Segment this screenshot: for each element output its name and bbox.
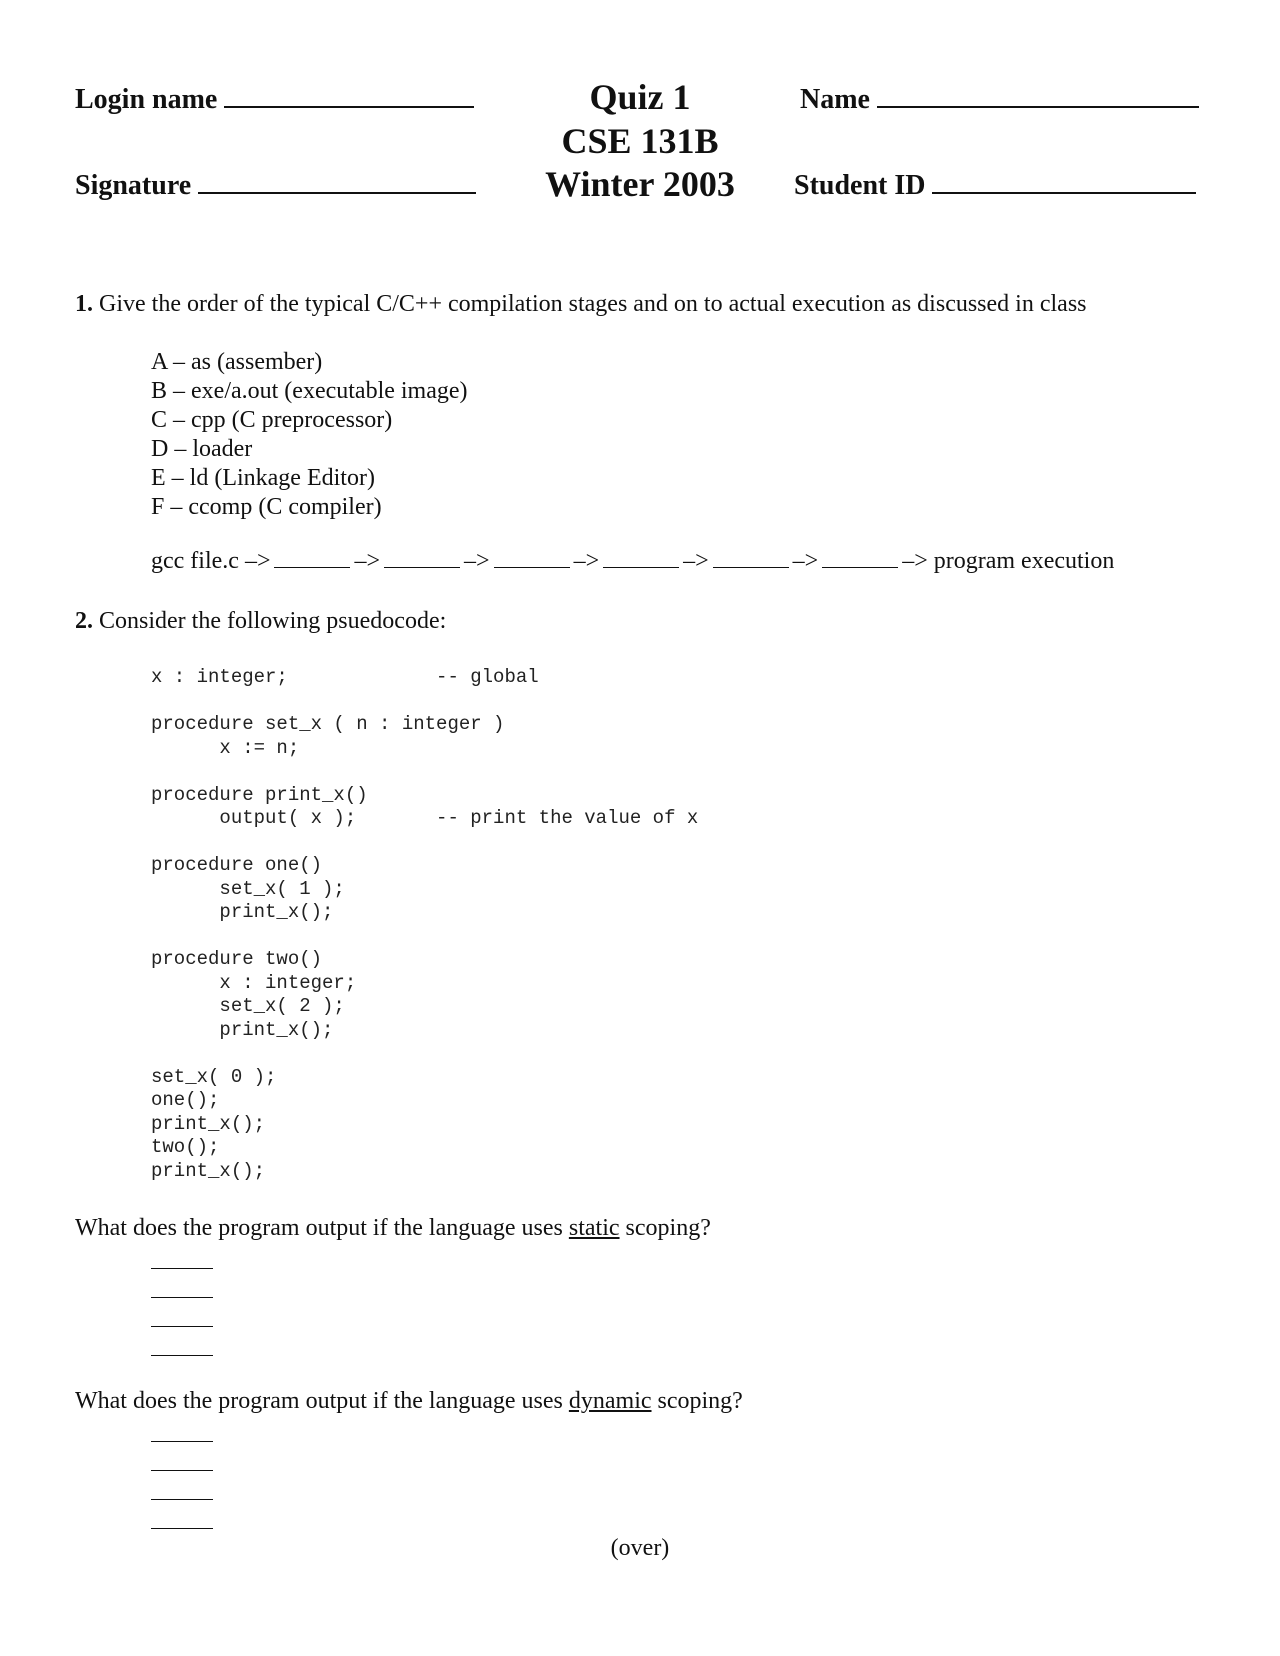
- student-id-field: [794, 170, 1196, 202]
- static-answer-line-4: [151, 1355, 213, 1356]
- option-d: D – loader: [151, 436, 253, 462]
- option-f: F – ccomp (C compiler): [151, 494, 382, 520]
- student-id-label: Student ID: [794, 170, 926, 201]
- quiz-title: Quiz 1: [589, 77, 691, 117]
- static-question-prefix: What does the program output if the language uses: [75, 1215, 569, 1241]
- login-name-label: Login name: [75, 84, 218, 115]
- question-2-text: Consider the following psuedocode:: [99, 608, 447, 634]
- student-id-line: [932, 192, 1196, 194]
- question-2-number: 2.: [75, 608, 93, 634]
- static-scoping-question: [75, 1215, 711, 1242]
- over-note: (over): [610, 1535, 670, 1561]
- chain-arrow: –>: [464, 548, 490, 574]
- name-line: [877, 106, 1199, 108]
- question-1-text: Give the order of the typical C/C++ compilation stages and on to actual execution as discussed in class: [99, 291, 1087, 317]
- dynamic-scoping-question: [75, 1388, 743, 1415]
- term-title: Winter 2003: [545, 164, 735, 204]
- stage-options-list: [151, 348, 468, 522]
- dynamic-word: dynamic: [568, 1388, 652, 1414]
- question-2: [75, 608, 446, 635]
- option-b: B – exe/a.out (executable image): [151, 378, 468, 404]
- signature-line: [198, 192, 476, 194]
- dynamic-answer-line-1: [151, 1441, 213, 1442]
- signature-field: [75, 170, 476, 202]
- static-word: static: [568, 1215, 620, 1241]
- dynamic-answer-line-3: [151, 1499, 213, 1500]
- pseudocode-block: x : integer; -- global procedure set_x ( n : integer ) x := n; procedure print_x() output( x ); -- print the value of x procedure one() set_x( 1 ); print_x(); procedure two() x : integer; set_x( 2 ); print_x(); set_x( 0 ); one(); print_x(); two(); print_x();: [151, 666, 699, 1182]
- dynamic-answer-line-4: [151, 1528, 213, 1529]
- name-label: Name: [800, 84, 870, 115]
- stage-blank-5: [713, 549, 789, 568]
- chain-end: –> program execution: [902, 548, 1115, 574]
- static-answer-line-3: [151, 1326, 213, 1327]
- stage-blank-4: [603, 549, 679, 568]
- question-1-number: 1.: [75, 291, 93, 317]
- option-e: E – ld (Linkage Editor): [151, 465, 375, 491]
- stage-blank-1: [274, 549, 350, 568]
- dynamic-question-prefix: What does the program output if the language uses: [75, 1388, 569, 1414]
- chain-arrow: –>: [573, 548, 600, 574]
- chain-arrow: –>: [683, 548, 709, 574]
- static-answer-line-1: [151, 1268, 213, 1269]
- option-a: A – as (assember): [151, 349, 323, 375]
- login-name-line: [224, 106, 474, 108]
- login-name-field: [75, 84, 474, 116]
- chain-start: gcc file.c –>: [151, 548, 271, 574]
- static-question-suffix: scoping?: [619, 1215, 711, 1241]
- signature-label: Signature: [75, 170, 192, 201]
- course-title: CSE 131B: [561, 121, 719, 161]
- dynamic-answer-line-2: [151, 1470, 213, 1471]
- static-answer-line-2: [151, 1297, 213, 1298]
- chain-arrow: –>: [792, 548, 819, 574]
- stage-blank-2: [384, 549, 460, 568]
- stage-blank-6: [822, 549, 898, 568]
- name-field: [800, 84, 1199, 116]
- chain-arrow: –>: [354, 548, 381, 574]
- option-c: C – cpp (C preprocessor): [151, 407, 393, 433]
- question-1: [75, 291, 1087, 318]
- compilation-chain: [151, 548, 1114, 575]
- stage-blank-3: [494, 549, 570, 568]
- dynamic-question-suffix: scoping?: [651, 1388, 743, 1414]
